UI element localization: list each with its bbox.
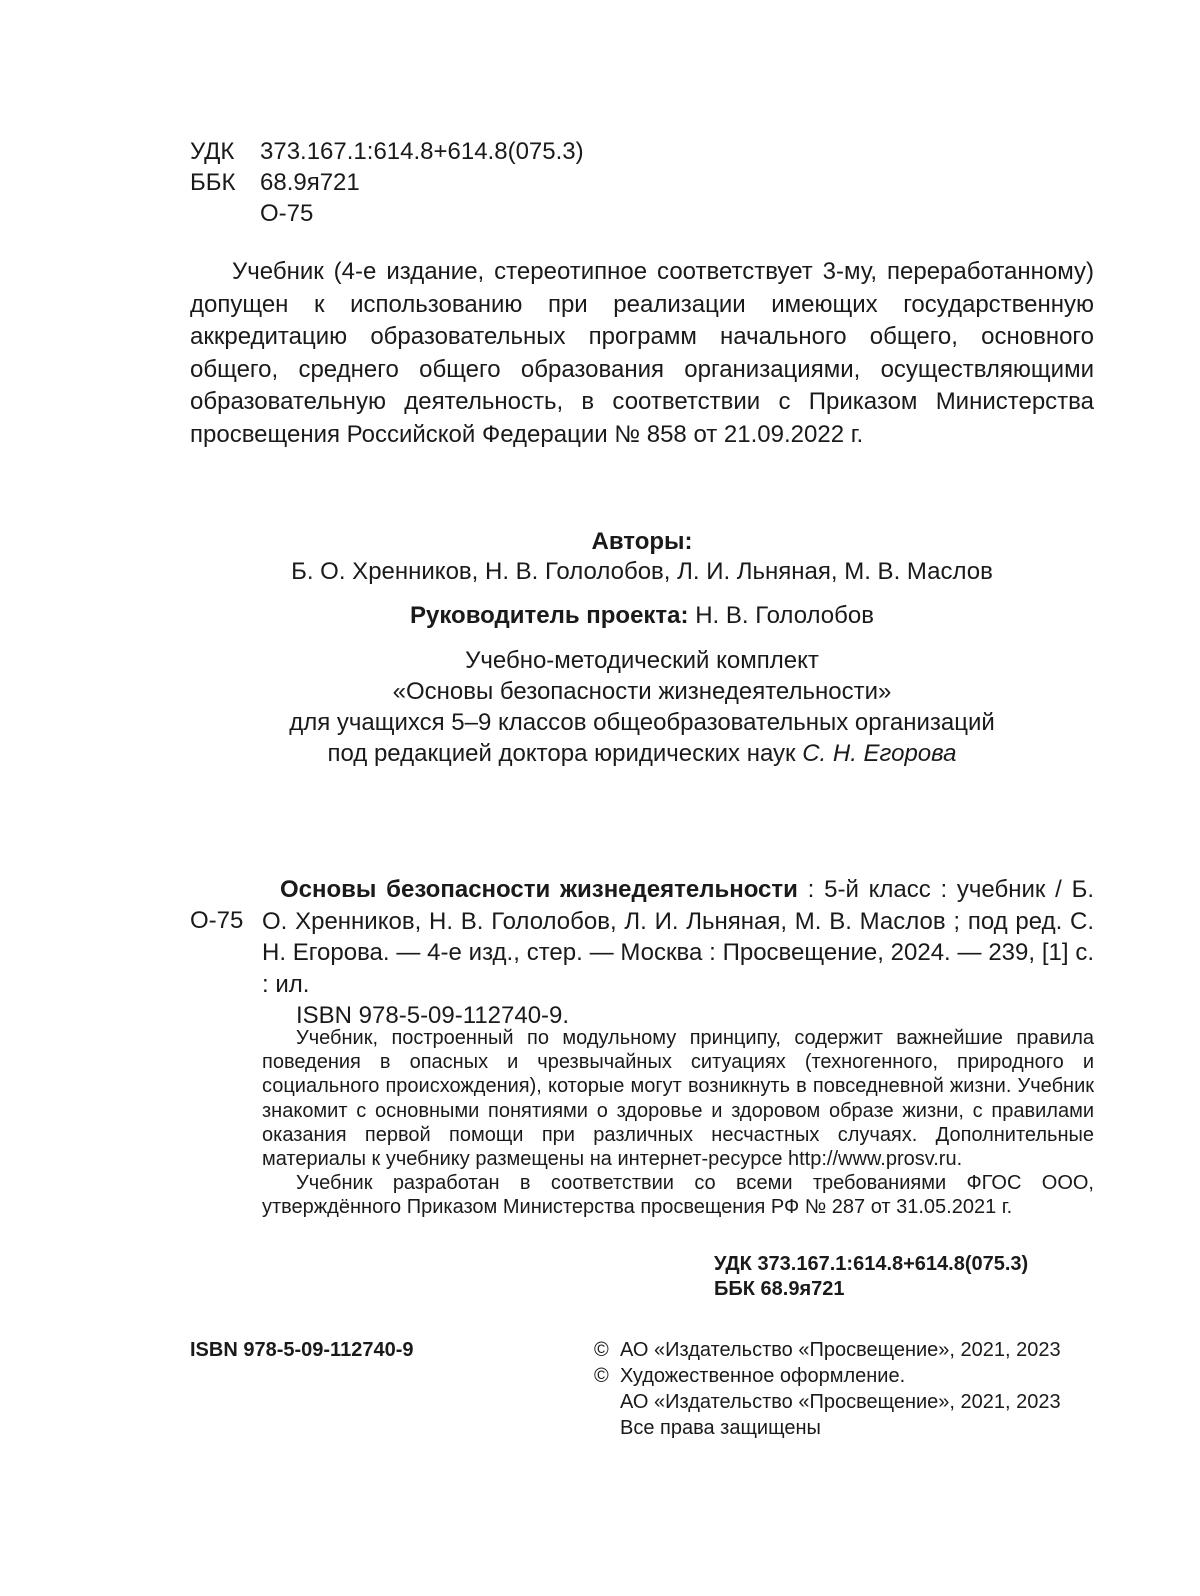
umk-line-2: «Основы безопасности жизнедеятельности» <box>392 678 892 705</box>
classification-block <box>190 136 584 229</box>
udk-value: 373.167.1:614.8+614.8(075.3) <box>260 138 584 165</box>
udk-summary: УДК 373.167.1:614.8+614.8(075.3) <box>714 1253 1029 1275</box>
approval-paragraph: Учебник (4-е издание, стереотипное соответствует 3-му, переработанному) допущен к использованию при реализации имеющих государственную аккредитацию образовательных программ начального общего, основного общего, среднего общего образования организациями, осуществляющими образовательную деятельность, в соответствии с Приказом Министерства просвещения Российской Федерации № 858 от 21.09.2022 г. <box>190 258 1094 448</box>
rights-reserved: Все права защищены <box>620 1417 821 1439</box>
project-lead-label: Руководитель проекта: <box>410 602 689 629</box>
copyright-icon: © <box>594 1365 609 1387</box>
authors-heading: Авторы: <box>591 528 693 555</box>
bbk-value: 68.9я721 <box>260 169 360 196</box>
udk-bbk-summary <box>714 1252 1028 1302</box>
book-title: Основы безопасности жизнедеятельности <box>280 876 798 903</box>
copyright-line-4 <box>594 1415 1094 1441</box>
author-mark-row <box>190 198 584 229</box>
udk-label: УДК <box>190 138 235 165</box>
umk-editor-prefix: под редакцией доктора юридических наук <box>327 740 796 767</box>
biblio-author-mark: О-75 <box>190 907 244 934</box>
annotation-paragraph-1: Учебник, построенный по модульному принципу, содержит важнейшие правила поведения в опасных и чрезвычайных ситуациях (техногенного, природного и социального происхождения), которые могут возникнуть в повседневной жизни. Учебник знакомит с основными понятиями о здоровье и здоровом образе жизни, с правилами оказания первой помощи при различных несчастных случаях. Дополнительные материалы к учебнику размещены на интернет-ресурсе http://www.​prosv.ru. <box>262 1027 1094 1171</box>
isbn-number: ISBN 978-5-09-112740-9 <box>190 1339 414 1361</box>
copyright-line-1 <box>594 1337 1094 1363</box>
project-lead-name: Н. В. Гололобов <box>695 602 874 629</box>
copyright-line-2 <box>594 1363 1094 1389</box>
biblio-description <box>262 874 1094 1000</box>
umk-line-4 <box>190 738 1094 769</box>
umk-line-1: Учебно-методический комплект <box>465 647 819 674</box>
project-lead <box>190 600 1094 631</box>
author-mark: О-75 <box>260 200 314 227</box>
copyright-text-3: АО «Издательство «Просвещение», 2021, 2023 <box>620 1391 1061 1413</box>
udk-row <box>190 136 584 167</box>
copyright-text-2: Художественное оформление. <box>620 1365 906 1387</box>
biblio-isbn: ISBN 978-5-09-112740-9. <box>296 1002 570 1029</box>
umk-line-3: для учащихся 5–9 классов общеобразовательных организаций <box>289 709 995 736</box>
copyright-block <box>594 1337 1094 1441</box>
biblio-record <box>262 874 1094 1032</box>
umk-editor-name: С. Н. Егорова <box>802 740 957 767</box>
annotation-paragraph-2: Учебник разработан в соответствии со всеми требованиями ФГОС ООО, утверждённого Приказом Министерства просвещения РФ № 287 от 31.05.2021 г. <box>262 1172 1094 1219</box>
authors-names: Б. О. Хренников, Н. В. Гололобов, Л. И. Льняная, М. В. Маслов <box>291 558 993 585</box>
bbk-summary: ББК 68.9я721 <box>714 1278 845 1300</box>
bbk-label: ББК <box>190 169 236 196</box>
umk-block <box>190 645 1094 769</box>
bbk-row <box>190 167 584 198</box>
biblio-details: : 5-й класс : учебник / Б. О. Хренников, Н. В. Гололобов, Л. И. Льняная, М. В. Маслов ; под ред. С. Н. Егорова. — 4-е изд., стер. — Москва : Просвещение, 2024. — 239, [1] с. : ил. <box>262 876 1095 998</box>
copyright-icon: © <box>594 1339 609 1361</box>
annotation <box>262 1026 1094 1220</box>
copyright-line-3 <box>594 1389 1094 1415</box>
copyright-text-1: АО «Издательство «Просвещение», 2021, 2023 <box>620 1339 1061 1361</box>
